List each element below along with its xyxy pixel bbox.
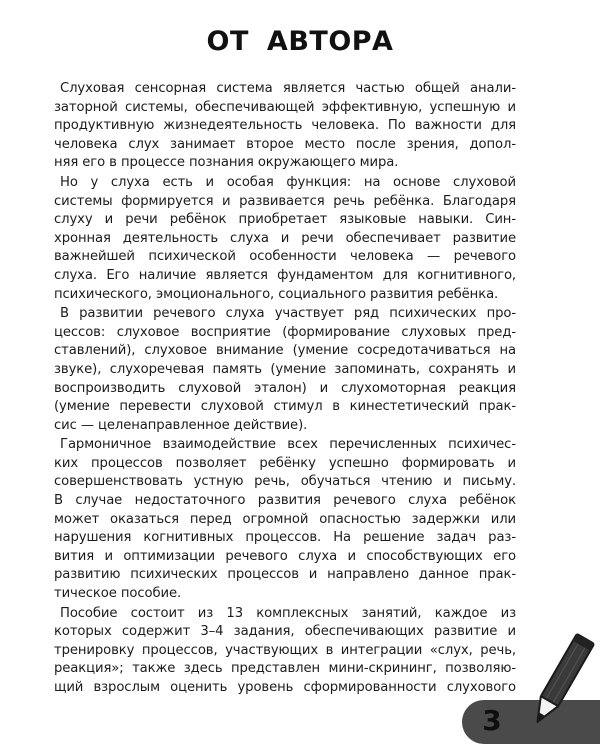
text-line: ких процессов позволяет ребёнку успешно формировать и xyxy=(54,455,516,471)
text-line: совершенствовать устную речь, обучаться чтению и письму. xyxy=(54,474,516,490)
text-line: реакция»; также здесь представлен мини-скрининг, позволяю- xyxy=(54,661,516,677)
text-line: психического, эмоционального, социального развития ребёнка. xyxy=(54,286,499,302)
text-line: системы формируется и развивается речь ребёнка. Благодаря xyxy=(54,193,516,209)
text-line: вития и оптимизации речевого слуха и способствующих его xyxy=(54,548,516,564)
text-line: человека слух занимает второе место после зрения, допол- xyxy=(54,136,516,152)
text-line: слуха. Его наличие является фундаментом для когнитивного, xyxy=(54,267,516,283)
text-line: (умение перевести слуховой стимул в кинестетический прак- xyxy=(54,399,516,415)
text-line: тренировку процессов, участвующих в интеграции «слух, речь, xyxy=(54,642,516,658)
text-line: может оказаться перед огромной опасностью задержки или xyxy=(54,511,516,527)
paragraph-3 xyxy=(54,305,516,435)
text-line: щий взрослым оценить уровень сформированности слухового xyxy=(54,680,516,695)
page-number: 3 xyxy=(482,704,502,737)
paragraph-5 xyxy=(54,605,516,698)
paragraph-1 xyxy=(54,80,516,173)
text-line: которых содержит 3–4 задания, обеспечивающих развитие и xyxy=(54,624,516,640)
text-line: цессов: слуховое восприятие (формирование слуховых пред- xyxy=(54,324,516,340)
text-line: воспроизводить слуховой эталон) и слухомоторная реакция xyxy=(54,380,516,396)
pencil-icon xyxy=(520,628,600,738)
text-line: сис — целенаправленное действие). xyxy=(54,417,308,433)
paragraph-4 xyxy=(54,436,516,603)
text-line: развитию психических процессов и направлено данное прак- xyxy=(54,567,516,583)
text-line: В случае недостаточного развития речевого слуха ребёнок xyxy=(54,493,516,509)
text-line: Слуховая сенсорная система является частью общей анали- xyxy=(60,81,516,96)
text-line: заторной системы, обеспечивающей эффективную, успешную и xyxy=(54,99,516,115)
body-text xyxy=(54,80,516,699)
page-title-part2: АВТОРА xyxy=(266,26,394,57)
text-line: Пособие состоит из 13 комплексных занятий, каждое из xyxy=(60,605,516,621)
text-line: слуху и речи ребёнок приобретает языковые навыки. Син- xyxy=(54,212,516,228)
paragraph-2 xyxy=(54,174,516,304)
page-title xyxy=(0,26,600,57)
text-line: тическое пособие. xyxy=(54,586,182,602)
text-line: В развитии речевого слуха участвует ряд психических про- xyxy=(60,306,516,322)
text-line: няя его в процессе познания окружающего мира. xyxy=(54,155,399,171)
text-line: ставлений), слуховое внимание (умение сосредотачиваться на xyxy=(54,343,516,359)
text-line: продуктивную жизнедеятельность человека. По важности для xyxy=(54,118,516,134)
text-line: Гармоничное взаимодействие всех перечисленных психичес- xyxy=(60,437,516,453)
text-line: звуке), слухоречевая память (умение запоминать, сохранять и xyxy=(54,361,516,377)
text-line: Но у слуха есть и особая функция: на основе слуховой xyxy=(60,174,516,190)
text-line: важнейшей психической особенности человека — речевого xyxy=(54,249,516,265)
text-line: хронная деятельность слуха и речи обеспечивает развитие xyxy=(54,230,516,246)
text-line: нарушения когнитивных процессов. На решение задач раз- xyxy=(54,530,516,546)
page-title-part1: ОТ xyxy=(206,26,249,57)
